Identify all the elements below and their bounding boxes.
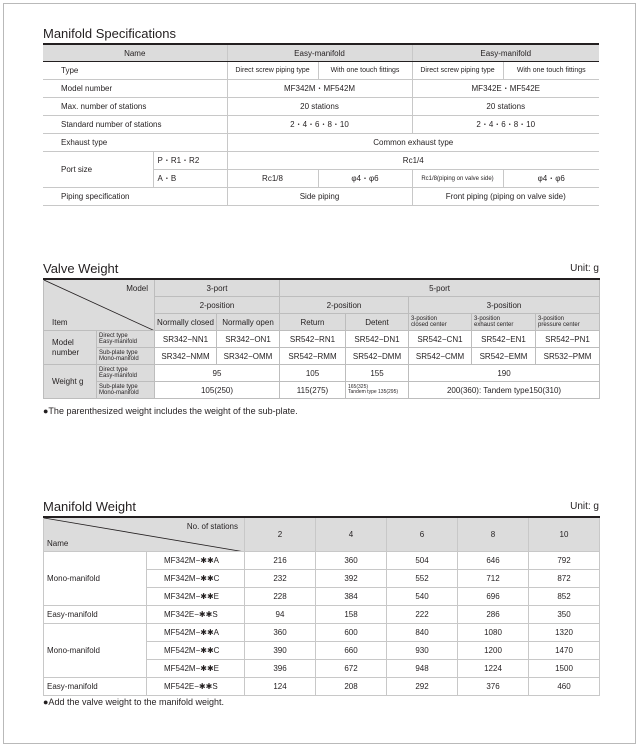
weight-cell: 360: [245, 624, 316, 642]
header-station: 10: [529, 517, 600, 552]
header-name: Name: [43, 44, 227, 62]
cell: Rc1/8: [227, 170, 318, 188]
cell: 20 stations: [412, 98, 599, 116]
cell-tandem: [346, 382, 409, 399]
cell: SR532−PMM: [536, 348, 600, 365]
manifold-spec-table: [43, 43, 599, 206]
cell: SR542−EMM: [472, 348, 536, 365]
cell: Side piping: [227, 188, 412, 206]
row-label-weight: Weight g: [44, 365, 97, 399]
weight-cell: 292: [387, 678, 458, 696]
cell: 2・4・6・8・10: [227, 116, 412, 134]
table-row: [44, 331, 600, 348]
row-label-max-stations: Max. number of stations: [43, 98, 227, 116]
weight-cell: 600: [316, 624, 387, 642]
header-exhaust-center: [472, 314, 536, 331]
row-label-piping: Piping specification: [43, 188, 227, 206]
cell: Rc1/4: [227, 152, 599, 170]
cell: 105: [280, 365, 346, 382]
row-label-model: Model number: [43, 80, 227, 98]
table-row: [44, 348, 600, 365]
cell: With one touch fittings: [503, 62, 599, 80]
cell: 20 stations: [227, 98, 412, 116]
weight-cell: 94: [245, 606, 316, 624]
manifold-weight-table: [43, 516, 600, 696]
cell: MF342M・MF542M: [227, 80, 412, 98]
cell: 105(250): [155, 382, 280, 399]
type-label: [97, 365, 155, 382]
cell: 200(360): Tandem type150(310): [409, 382, 600, 399]
weight-cell: 712: [458, 570, 529, 588]
header-easy-manifold-2: Easy-manifold: [412, 44, 599, 62]
weight-cell: 228: [245, 588, 316, 606]
header-normally-open: Normally open: [217, 314, 280, 331]
cell: SR342−OMM: [217, 348, 280, 365]
model-cell: MF542M−✱✱E: [147, 660, 245, 678]
cell: Front piping (piping on valve side): [412, 188, 599, 206]
table-row: [43, 116, 599, 134]
table-row: [44, 279, 600, 297]
cell: SR542−RN1: [280, 331, 346, 348]
weight-cell: 948: [387, 660, 458, 678]
cell: SR542−DN1: [346, 331, 409, 348]
weight-cell: 360: [316, 552, 387, 570]
weight-cell: 1080: [458, 624, 529, 642]
weight-cell: 384: [316, 588, 387, 606]
model-cell: MF342M−✱✱E: [147, 588, 245, 606]
cell: With one touch fittings: [318, 62, 412, 80]
model-cell: MF542M−✱✱A: [147, 624, 245, 642]
weight-cell: 392: [316, 570, 387, 588]
row-label-type: Type: [43, 62, 227, 80]
manifold-weight-body: [44, 552, 600, 696]
header-2-position: 2-position: [280, 297, 409, 314]
table-row: [43, 80, 599, 98]
group-name: Mono-manifold: [44, 624, 147, 678]
type-label: [97, 382, 155, 399]
manifold-weight-title: Manifold Weight: [43, 499, 136, 514]
port-sub-label: A・B: [153, 170, 227, 188]
header-line: 3-position: [538, 316, 565, 322]
header-line: closed center: [411, 322, 447, 328]
weight-cell: 840: [387, 624, 458, 642]
cell-line: Tandem type 135(295): [348, 389, 399, 395]
cell: φ4・φ6: [503, 170, 599, 188]
header-model: Model: [126, 284, 148, 293]
cell: 190: [409, 365, 600, 382]
cell: SR342−NN1: [155, 331, 217, 348]
header-line: 3-position: [474, 316, 501, 322]
weight-cell: 1470: [529, 642, 600, 660]
table-row: [44, 624, 600, 642]
header-line: pressure center: [538, 322, 580, 328]
header-5-port: 5-port: [280, 279, 600, 297]
valve-weight-title: Valve Weight: [43, 261, 119, 276]
valve-weight-note: ●The parenthesized weight includes the weight of the sub-plate.: [43, 406, 298, 416]
table-row: [43, 188, 599, 206]
table-row: [43, 134, 599, 152]
table-row: [43, 62, 599, 80]
table-row: [44, 517, 600, 552]
weight-cell: 286: [458, 606, 529, 624]
cell: SR542−RMM: [280, 348, 346, 365]
weight-cell: 390: [245, 642, 316, 660]
header-diagonal-cell: [44, 279, 155, 331]
cell: MF342E・MF542E: [412, 80, 599, 98]
header-return: Return: [280, 314, 346, 331]
weight-cell: 660: [316, 642, 387, 660]
weight-cell: 208: [316, 678, 387, 696]
group-name: Easy-manifold: [44, 678, 147, 696]
model-cell: MF542M−✱✱C: [147, 642, 245, 660]
weight-cell: 1320: [529, 624, 600, 642]
header-3-port: 3-port: [155, 279, 280, 297]
manifold-weight-unit: Unit: g: [570, 501, 599, 512]
header-closed-center: [409, 314, 472, 331]
row-label-exhaust: Exhaust type: [43, 134, 227, 152]
type-line: Easy-manifold: [99, 373, 138, 379]
weight-cell: 1224: [458, 660, 529, 678]
table-row: [44, 678, 600, 696]
cell: 155: [346, 365, 409, 382]
table-row: [44, 365, 600, 382]
header-station: 6: [387, 517, 458, 552]
cell-line: 165(325): [348, 384, 369, 390]
weight-cell: 646: [458, 552, 529, 570]
valve-weight-table: [43, 278, 600, 399]
weight-cell: 552: [387, 570, 458, 588]
weight-cell: 222: [387, 606, 458, 624]
cell: SR542−EN1: [472, 331, 536, 348]
header-3-position: 3-position: [409, 297, 600, 314]
table-row: [43, 44, 599, 62]
type-label: [97, 348, 155, 365]
cell: SR342−NMM: [155, 348, 217, 365]
weight-cell: 540: [387, 588, 458, 606]
header-stations: No. of stations: [186, 522, 238, 531]
cell: SR542−CMM: [409, 348, 472, 365]
group-name: Mono-manifold: [44, 552, 147, 606]
row-label-port-size: Port size: [43, 152, 153, 188]
cell: 2・4・6・8・10: [412, 116, 599, 134]
cell: SR342−ON1: [217, 331, 280, 348]
table-row: [44, 552, 600, 570]
header-station: 4: [316, 517, 387, 552]
cell: SR542−PN1: [536, 331, 600, 348]
header-diagonal-cell: [44, 517, 245, 552]
cell: SR542−DMM: [346, 348, 409, 365]
weight-cell: 930: [387, 642, 458, 660]
weight-cell: 1200: [458, 642, 529, 660]
header-2-position: 2-position: [155, 297, 280, 314]
cell: Common exhaust type: [227, 134, 599, 152]
model-cell: MF342M−✱✱A: [147, 552, 245, 570]
model-cell: MF342M−✱✱C: [147, 570, 245, 588]
weight-cell: 852: [529, 588, 600, 606]
row-label-std-stations: Standard number of stations: [43, 116, 227, 134]
row-label-model-number: Model number: [44, 331, 97, 365]
weight-cell: 376: [458, 678, 529, 696]
table-row: [43, 152, 599, 170]
weight-cell: 460: [529, 678, 600, 696]
weight-cell: 124: [245, 678, 316, 696]
header-station: 8: [458, 517, 529, 552]
type-line: Sub-plate type: [99, 384, 138, 390]
weight-cell: 504: [387, 552, 458, 570]
type-line: Direct type: [99, 333, 128, 339]
cell: 95: [155, 365, 280, 382]
type-line: Mono-manifold: [99, 356, 139, 362]
group-name: Easy-manifold: [44, 606, 147, 624]
cell: 115(275): [280, 382, 346, 399]
header-station: 2: [245, 517, 316, 552]
table-row: [43, 98, 599, 116]
model-cell: MF542E−✱✱S: [147, 678, 245, 696]
cell: φ4・φ6: [318, 170, 412, 188]
weight-cell: 872: [529, 570, 600, 588]
weight-cell: 216: [245, 552, 316, 570]
model-cell: MF342E−✱✱S: [147, 606, 245, 624]
header-easy-manifold-1: Easy-manifold: [227, 44, 412, 62]
weight-cell: 350: [529, 606, 600, 624]
header-item: Item: [52, 318, 68, 327]
header-line: exhaust center: [474, 322, 514, 328]
valve-weight-unit: Unit: g: [570, 263, 599, 274]
weight-cell: 232: [245, 570, 316, 588]
header-line: 3-position: [411, 316, 438, 322]
header-name: Name: [47, 539, 69, 548]
cell: SR542−CN1: [409, 331, 472, 348]
cell: Direct screw piping type: [412, 62, 503, 80]
cell: Rc1/8(piping on valve side): [412, 170, 503, 188]
weight-cell: 396: [245, 660, 316, 678]
type-line: Direct type: [99, 367, 128, 373]
table-row: [44, 382, 600, 399]
weight-cell: 696: [458, 588, 529, 606]
cell: Direct screw piping type: [227, 62, 318, 80]
type-line: Sub-plate type: [99, 350, 138, 356]
type-line: Mono-manifold: [99, 390, 139, 396]
manifold-spec-title: Manifold Specifications: [43, 26, 176, 41]
port-sub-label: P・R1・R2: [153, 152, 227, 170]
table-row: [44, 606, 600, 624]
weight-cell: 1500: [529, 660, 600, 678]
header-detent: Detent: [346, 314, 409, 331]
manifold-weight-note: ●Add the valve weight to the manifold weight.: [43, 697, 225, 707]
header-pressure-center: [536, 314, 600, 331]
header-normally-closed: Normally closed: [155, 314, 217, 331]
weight-cell: 672: [316, 660, 387, 678]
weight-cell: 158: [316, 606, 387, 624]
type-label: [97, 331, 155, 348]
type-line: Easy-manifold: [99, 339, 138, 345]
weight-cell: 792: [529, 552, 600, 570]
